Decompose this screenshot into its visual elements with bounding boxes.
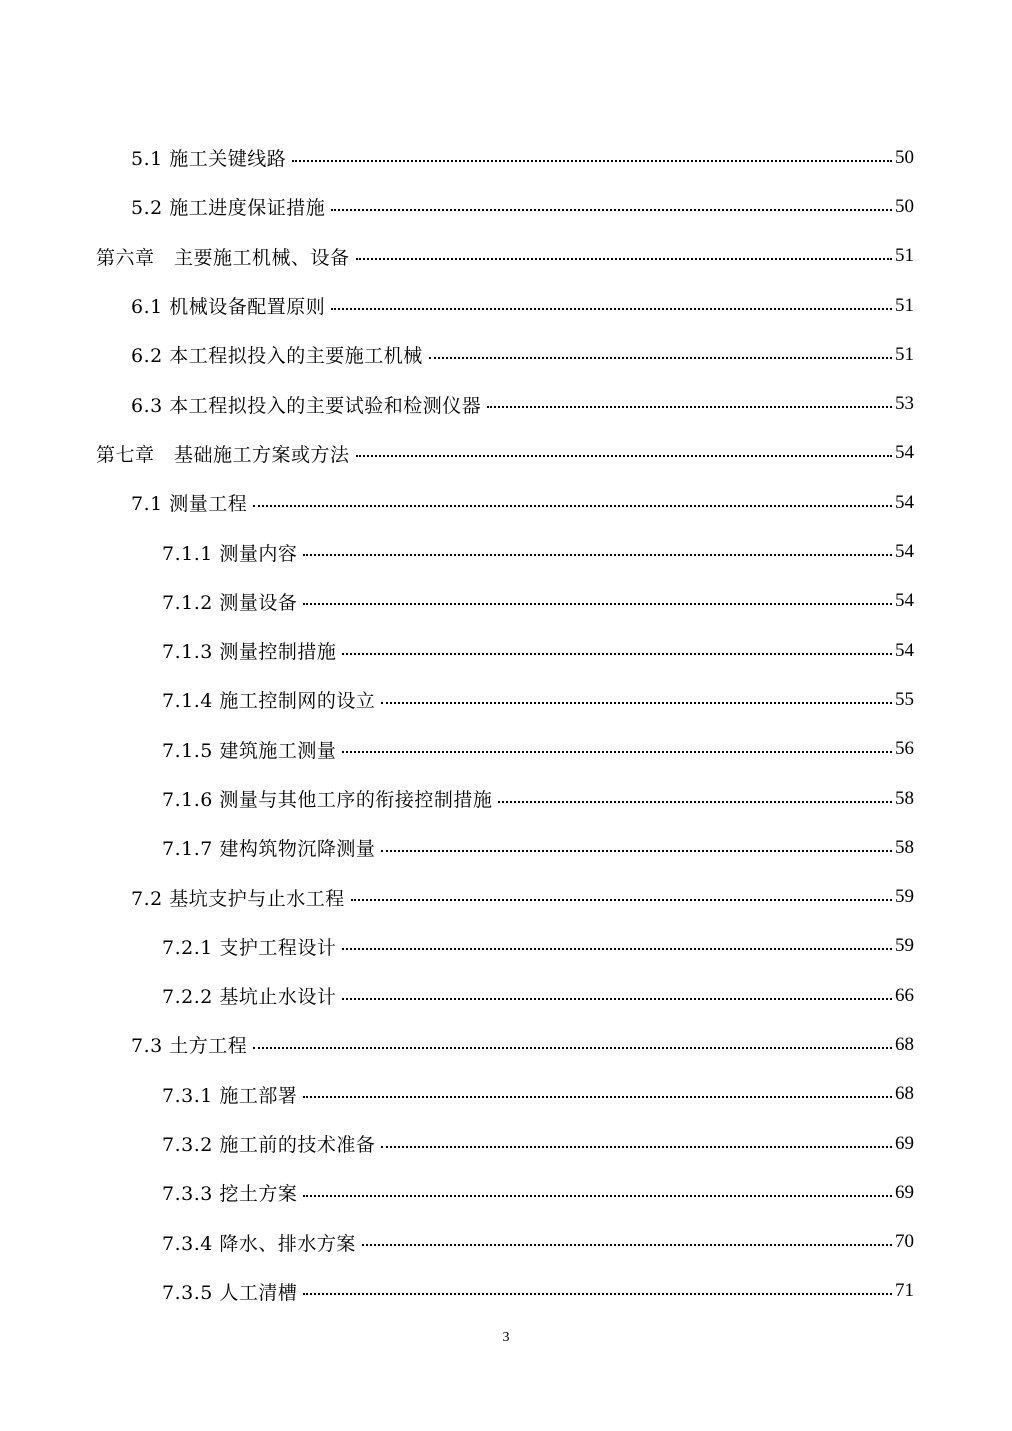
toc-entry[interactable] <box>96 232 914 281</box>
toc-entry[interactable] <box>96 1218 914 1267</box>
toc-entry-page: 68 <box>895 1033 914 1055</box>
toc-entry-page: 54 <box>895 491 914 513</box>
toc-entry-page: 54 <box>895 639 914 661</box>
toc-entry[interactable] <box>96 330 914 379</box>
toc-entry-title: 5.1 施工关键线路 <box>131 148 287 171</box>
toc-entry[interactable] <box>96 281 914 330</box>
toc-entry-title: 第六章 主要施工机械、设备 <box>96 246 350 269</box>
toc-entry-page: 70 <box>895 1231 914 1253</box>
toc-entry[interactable] <box>96 478 914 527</box>
toc-entry[interactable] <box>96 823 914 872</box>
toc-entry[interactable] <box>96 133 914 182</box>
toc-entry[interactable] <box>96 1020 914 1069</box>
toc-entry-title: 7.2.2 基坑止水设计 <box>162 986 337 1009</box>
toc-dot-leader <box>331 308 892 310</box>
toc-dot-leader <box>303 1293 892 1295</box>
toc-entry-title: 6.1 机械设备配置原则 <box>131 296 326 319</box>
toc-entry[interactable] <box>96 774 914 823</box>
toc-dot-leader <box>381 1146 892 1148</box>
toc-dot-leader <box>498 801 892 803</box>
toc-dot-leader <box>342 948 892 950</box>
toc-dot-leader <box>303 603 892 605</box>
toc-entry[interactable] <box>96 1168 914 1217</box>
toc-entry-page: 50 <box>895 146 914 168</box>
toc-entry[interactable] <box>96 626 914 675</box>
toc-entry-title: 7.1.2 测量设备 <box>162 591 298 614</box>
toc-entry-title: 7.1.5 建筑施工测量 <box>162 739 337 762</box>
toc-dot-leader <box>303 1195 892 1197</box>
toc-entry-page: 69 <box>895 1181 914 1203</box>
toc-dot-leader <box>356 455 892 457</box>
toc-entry-page: 54 <box>895 541 914 563</box>
toc-dot-leader <box>292 160 892 162</box>
toc-dot-leader <box>342 998 892 1000</box>
toc-entry-title: 7.3.3 挖土方案 <box>162 1183 298 1206</box>
toc-entry-title: 第七章 基础施工方案或方法 <box>96 443 350 466</box>
toc-entry-page: 58 <box>895 836 914 858</box>
toc-dot-leader <box>429 357 892 359</box>
toc-entry[interactable] <box>96 675 914 724</box>
toc-entry-page: 58 <box>895 787 914 809</box>
toc-dot-leader <box>253 505 892 507</box>
toc-dot-leader <box>362 1244 892 1246</box>
toc-dot-leader <box>303 554 892 556</box>
toc-entry-page: 50 <box>895 195 914 217</box>
toc-entry[interactable] <box>96 872 914 921</box>
toc-dot-leader <box>331 209 892 211</box>
toc-entry-title: 6.3 本工程拟投入的主要试验和检测仪器 <box>131 394 482 417</box>
toc-entry[interactable] <box>96 1267 914 1316</box>
toc-entry[interactable] <box>96 379 914 428</box>
toc-entry-page: 59 <box>895 886 914 908</box>
toc-entry-page: 54 <box>895 590 914 612</box>
toc-entry[interactable] <box>96 1119 914 1168</box>
toc-entry-page: 54 <box>895 442 914 464</box>
toc-entry-title: 7.1.3 测量控制措施 <box>162 641 337 664</box>
toc-entry[interactable] <box>96 971 914 1020</box>
toc-dot-leader <box>487 406 892 408</box>
toc-dot-leader <box>342 751 892 753</box>
toc-entry-title: 7.3.2 施工前的技术准备 <box>162 1134 376 1157</box>
toc-entry-title: 7.2.1 支护工程设计 <box>162 936 337 959</box>
toc-dot-leader <box>381 702 892 704</box>
toc-entry-title: 7.3 土方工程 <box>131 1035 248 1058</box>
toc-entry-title: 7.1.7 建构筑物沉降测量 <box>162 838 376 861</box>
toc-entry-page: 53 <box>895 393 914 415</box>
toc-dot-leader <box>381 850 892 852</box>
toc-entry-page: 59 <box>895 935 914 957</box>
toc-entry-page: 69 <box>895 1132 914 1154</box>
toc-entry-title: 7.1.6 测量与其他工序的衔接控制措施 <box>162 789 493 811</box>
toc-entry-title: 7.3.4 降水、排水方案 <box>162 1232 356 1255</box>
toc-dot-leader <box>303 1096 892 1098</box>
toc-entry[interactable] <box>96 1070 914 1119</box>
toc-entry-title: 5.2 施工进度保证措施 <box>131 197 326 220</box>
toc-dot-leader <box>253 1047 892 1049</box>
toc-entry-title: 7.2 基坑支护与止水工程 <box>131 887 345 910</box>
toc-entry-title: 7.1.1 测量内容 <box>162 542 298 565</box>
toc-entry[interactable] <box>96 527 914 576</box>
toc-dot-leader <box>351 899 892 901</box>
table-of-contents <box>96 133 914 1316</box>
toc-entry[interactable] <box>96 577 914 626</box>
toc-entry-page: 55 <box>895 688 914 710</box>
toc-entry-page: 71 <box>895 1280 914 1302</box>
toc-entry-title: 7.3.1 施工部署 <box>162 1084 298 1107</box>
toc-entry-title: 7.1 测量工程 <box>131 493 248 516</box>
toc-entry-page: 51 <box>895 343 914 365</box>
toc-entry-title: 7.1.4 施工控制网的设立 <box>162 690 376 713</box>
toc-entry-page: 66 <box>895 984 914 1006</box>
toc-entry-page: 51 <box>895 245 914 267</box>
toc-entry-page: 51 <box>895 294 914 316</box>
toc-entry-page: 56 <box>895 738 914 760</box>
toc-entry-title: 6.2 本工程拟投入的主要施工机械 <box>131 345 423 368</box>
toc-entry[interactable] <box>96 429 914 478</box>
toc-entry[interactable] <box>96 725 914 774</box>
toc-dot-leader <box>356 258 892 260</box>
page-number: 3 <box>502 1330 510 1345</box>
toc-entry-title: 7.3.5 人工清槽 <box>162 1281 298 1304</box>
toc-entry[interactable] <box>96 922 914 971</box>
toc-entry[interactable] <box>96 182 914 231</box>
toc-dot-leader <box>342 653 892 655</box>
toc-entry-page: 68 <box>895 1083 914 1105</box>
